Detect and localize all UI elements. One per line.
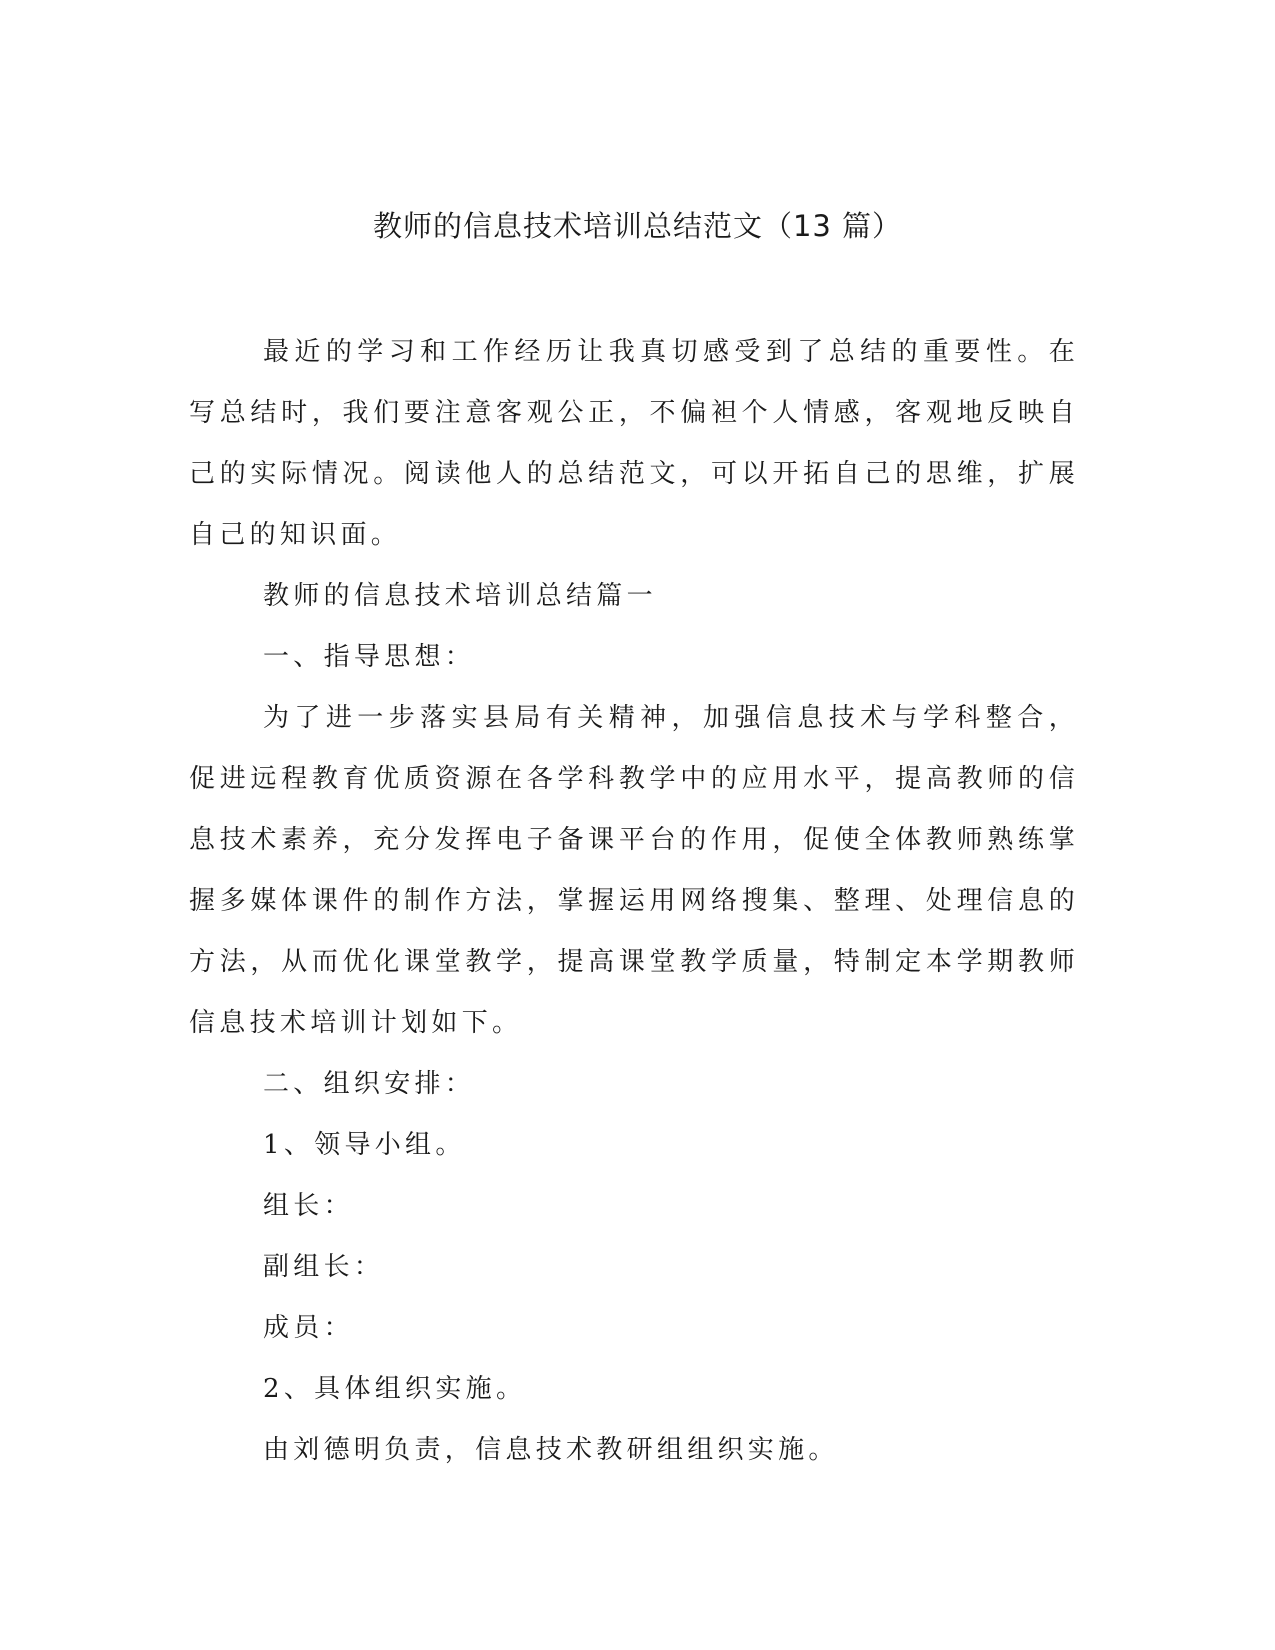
list-item: 2、具体组织实施。 — [263, 1374, 527, 1404]
guiding-ideas-paragraph: 为了进一步落实县局有关精神，加强信息技术与学科整合，促进远程教育优质资源在各学科教学中的应用水平，提高教师的信息技术素养，充分发挥电子备课平台的作用，促使全体教师熟练掌握多媒体课件的制作方法，掌握运用网络搜集、整理、处理信息的方法，从而优化课堂教学，提高课堂教学质量，特制定本学期教师信息技术培训计划如下。 — [189, 703, 1079, 1038]
subheading-organization: 二、组织安排： — [263, 1069, 476, 1099]
section-heading: 教师的信息技术培训总结篇一 — [263, 581, 657, 611]
responsibility-paragraph: 由刘德明负责，信息技术教研组组织实施。 — [263, 1435, 839, 1465]
intro-paragraph: 最近的学习和工作经历让我真切感受到了总结的重要性。在写总结时，我们要注意客观公正，不偏袒个人情感，客观地反映自己的实际情况。阅读他人的总结范文，可以开拓自己的思维，扩展自己的知识面。 — [189, 337, 1079, 550]
document-title: 教师的信息技术培训总结范文（13 篇） — [372, 209, 903, 243]
document-body — [189, 322, 1079, 1481]
list-item: 1、领导小组。 — [263, 1130, 466, 1160]
subheading-guiding-ideas: 一、指导思想： — [263, 642, 476, 672]
list-item: 副组长： — [263, 1252, 385, 1282]
list-item: 成员： — [263, 1313, 354, 1343]
list-item: 组长： — [263, 1191, 354, 1221]
